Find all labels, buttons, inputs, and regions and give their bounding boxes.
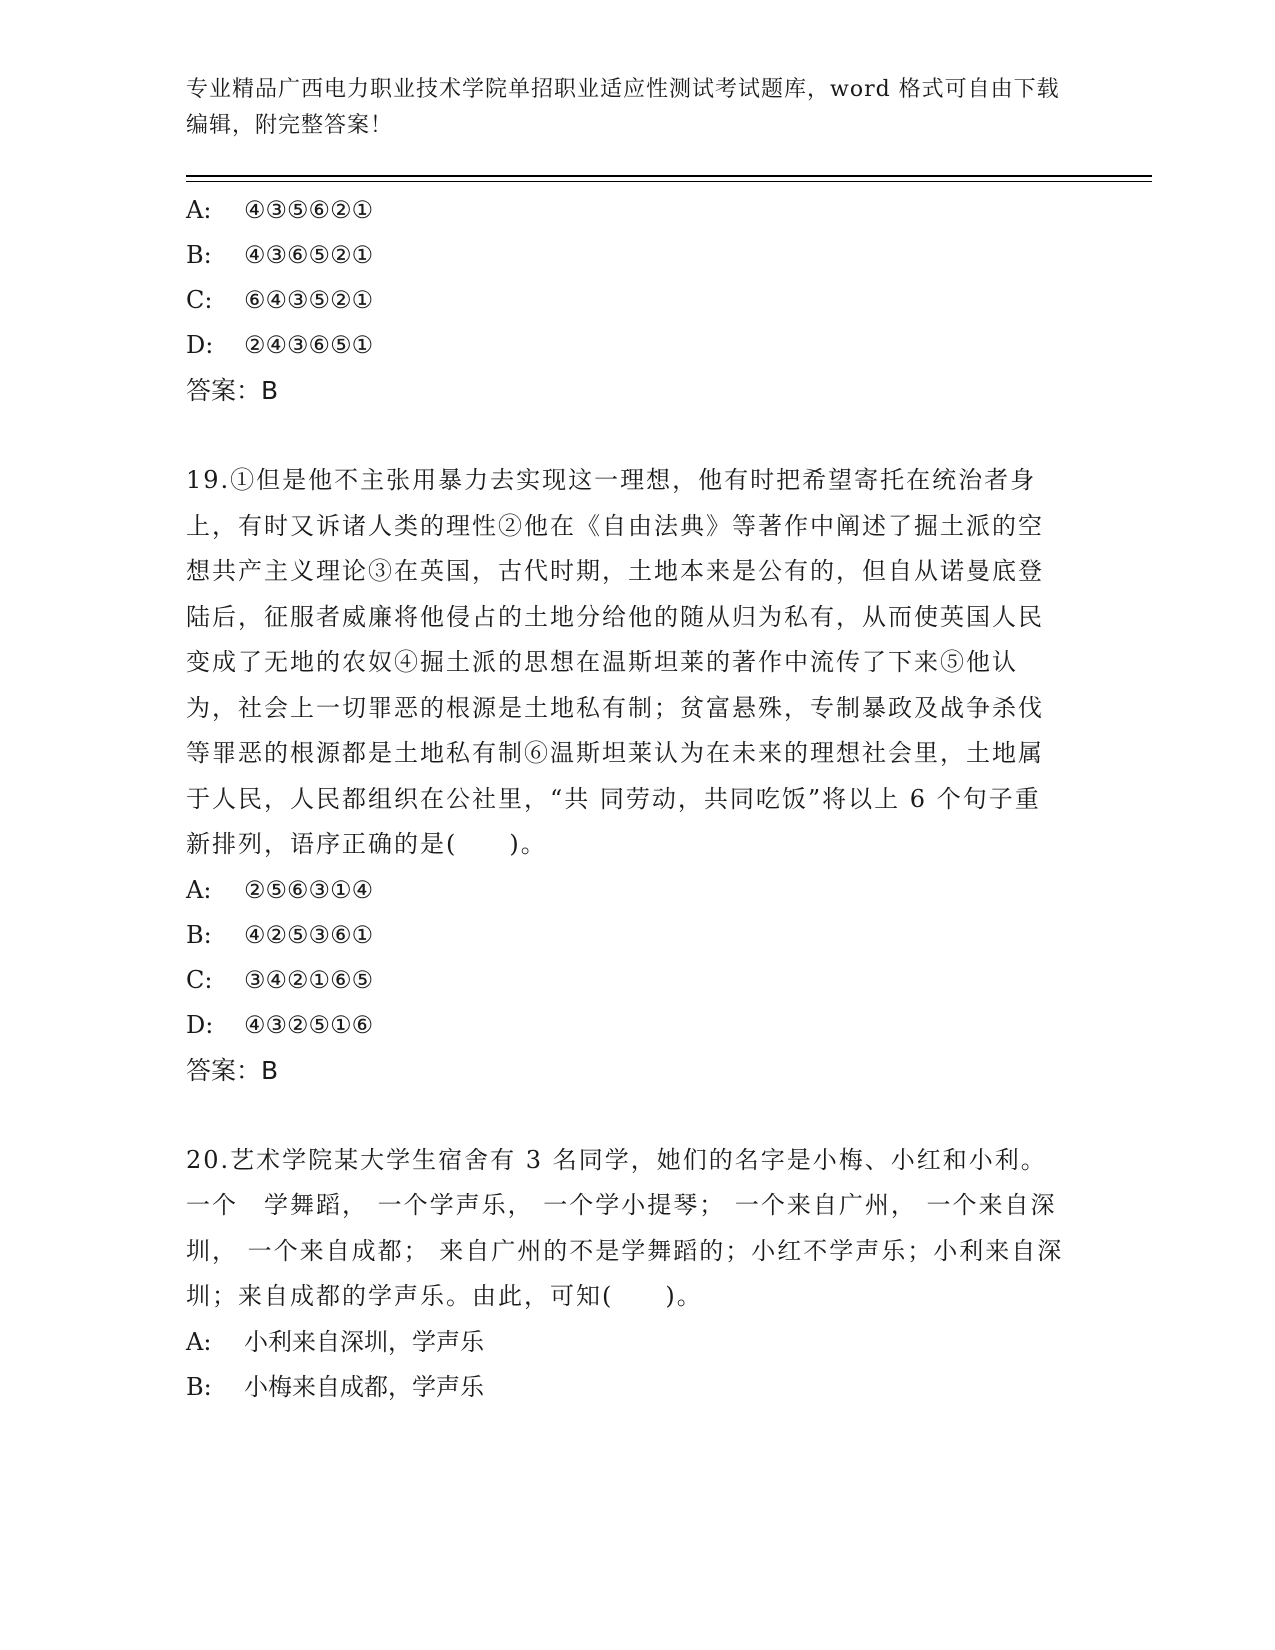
option-text: 小梅来自成都，学声乐 — [244, 1372, 484, 1401]
option-text: ④③②⑤①⑥ — [244, 1010, 374, 1039]
option-c — [186, 278, 1066, 323]
option-text: ⑥④③⑤②① — [244, 286, 374, 314]
option-letter: C: — [186, 965, 213, 994]
question-19 — [186, 458, 1066, 1094]
option-text: ②④③⑥⑤① — [244, 331, 374, 359]
question-text: 20.艺术学院某大学生宿舍有 3 名同学，她们的名字是小梅、小红和小利。 一个 学舞蹈， 一个学声乐， 一个学小提琴； 一个来自广州， 一个来自深圳， 一个来自成都； 来自广州的不是学舞蹈的；小红不学声乐；小利来自深圳；来自成都的学声乐。由此，可知( )。 — [186, 1145, 1064, 1310]
question-text: 19.①但是他不主张用暴力去实现这一理想，他有时把希望寄托在统治者身上，有时又诉诸人类的理性②他在《自由法典》等著作中阐述了掘土派的空想共产主义理论③在英国，古代时期，土地本来是公有的，但自从诺曼底登陆后，征服者威廉将他侵占的土地分给他的随从归为私有，从而使英国人民变成了无地的农奴④掘土派的思想在温斯坦莱的著作中流传了下来⑤他认为，社会上一切罪恶的根源是土地私有制；贫富悬殊，专制暴政及战争杀伐等罪恶的根源都是土地私有制⑥温斯坦莱认为在未来的理想社会里，土地属于人民，人民都组织在公社里，“共 同劳动，共同吃饭”将以上 6 个句子重新排列，语序正确的是( )。 — [186, 466, 1044, 858]
question-18-remainder — [186, 188, 1066, 414]
option-letter: D: — [186, 331, 214, 359]
header-divider-thick — [186, 175, 1152, 177]
option-text: ②⑤⑥③①④ — [244, 875, 374, 904]
option-b — [186, 1365, 1066, 1410]
option-letter: B: — [186, 920, 212, 949]
option-letter: D: — [186, 1010, 214, 1039]
option-letter: B: — [186, 241, 212, 269]
option-text: ③④②①⑥⑤ — [244, 965, 374, 994]
question-20 — [186, 1138, 1066, 1410]
option-d — [186, 1003, 1066, 1048]
option-letter: A: — [186, 1327, 212, 1356]
header-divider-thin — [186, 181, 1152, 182]
option-letter: C: — [186, 286, 213, 314]
option-letter: A: — [186, 875, 212, 904]
option-b — [186, 233, 1066, 278]
option-a — [186, 188, 1066, 233]
option-letter: A: — [186, 196, 212, 224]
option-b — [186, 913, 1066, 958]
answer-line: 答案：B — [186, 1055, 279, 1085]
option-letter: B: — [186, 1372, 212, 1401]
option-c — [186, 958, 1066, 1003]
option-a — [186, 868, 1066, 913]
page-header: 专业精品广西电力职业技术学院单招职业适应性测试考试题库，word 格式可自由下载编辑，附完整答案！ — [186, 77, 1060, 138]
option-a — [186, 1320, 1066, 1365]
option-text: ④③⑥⑤②① — [244, 241, 374, 269]
answer-line: 答案：B — [186, 376, 279, 405]
option-d — [186, 323, 1066, 368]
option-text: 小利来自深圳，学声乐 — [244, 1327, 484, 1356]
document-body — [186, 188, 1066, 1410]
option-text: ④②⑤③⑥① — [244, 920, 374, 949]
option-text: ④③⑤⑥②① — [244, 196, 374, 224]
